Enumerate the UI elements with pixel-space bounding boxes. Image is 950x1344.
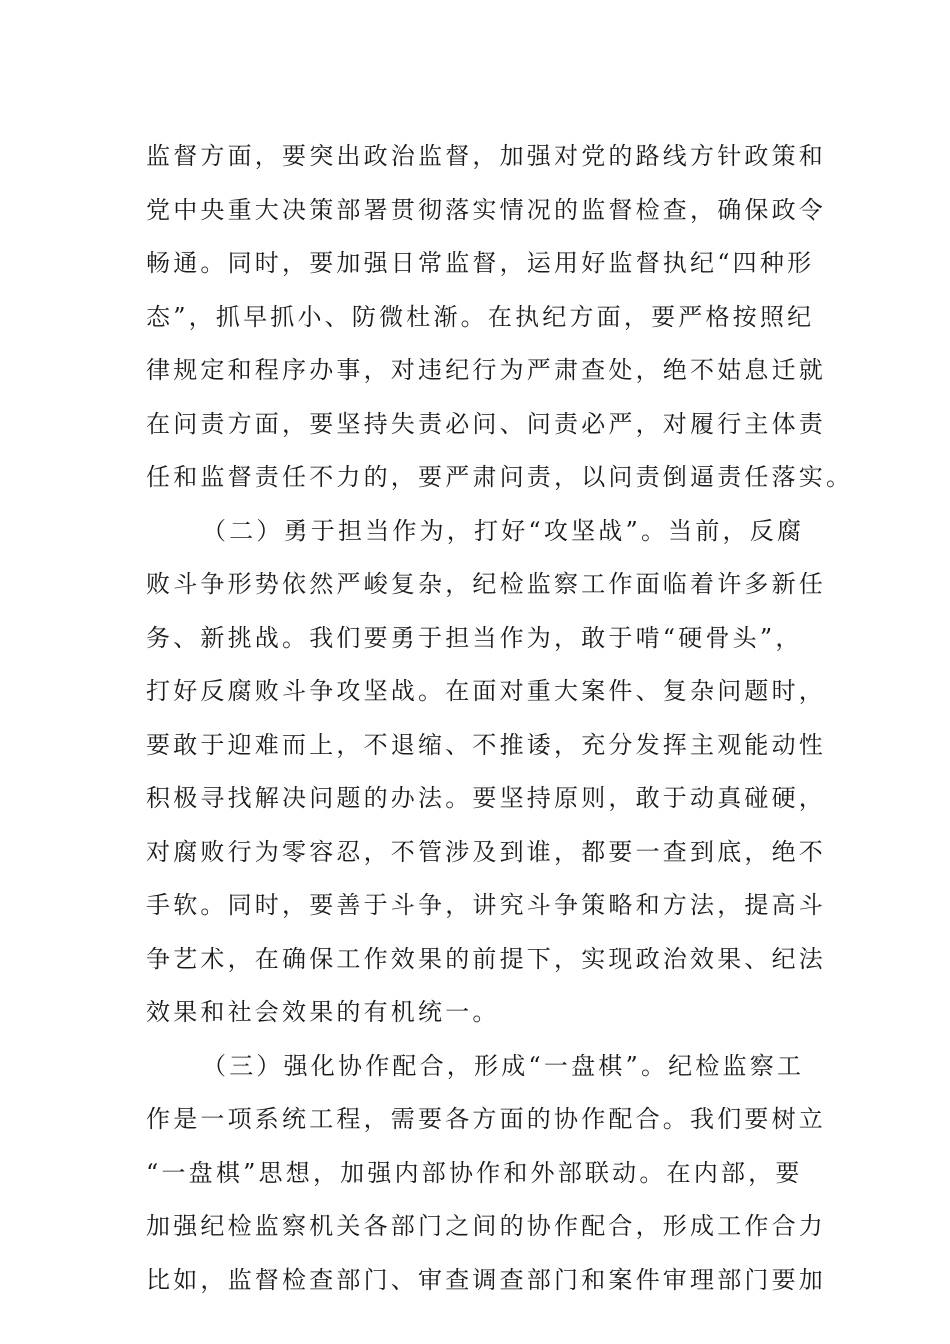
text-line: 要敢于迎难而上，不退缩、不推诿，充分发挥主观能动性 <box>146 730 826 759</box>
text-line: 败斗争形势依然严峻复杂，纪检监察工作面临着许多新任 <box>146 570 826 598</box>
text-line: “一盘棋”思想，加强内部协作和外部联动。在内部，要 <box>146 1158 803 1187</box>
text-line: 加强纪检监察机关各部门之间的协作配合，形成工作合力 <box>146 1212 826 1240</box>
text-line: 比如，监督检查部门、审查调查部门和案件审理部门要加 <box>146 1265 826 1294</box>
text-line: 任和监督责任不力的，要严肃问责，以问责倒逼责任落实。 <box>146 463 854 491</box>
section-heading-line: （二）勇于担当作为，打好“攻坚战”。当前，反腐 <box>202 516 805 545</box>
text-line: 在问责方面，要坚持失责必问、问责必严，对履行主体责 <box>146 409 826 438</box>
text-line: 作是一项系统工程，需要各方面的协作配合。我们要树立 <box>146 1105 826 1133</box>
text-line: 监督方面，要突出政治监督，加强对党的路线方针政策和 <box>146 142 826 170</box>
text-line: 积极寻找解决问题的办法。要坚持原则，敢于动真碰硬， <box>146 784 826 812</box>
text-line: 态”，抓早抓小、防微杜渐。在执纪方面，要严格按照纪 <box>146 302 815 331</box>
text-line: 争艺术，在确保工作效果的前提下，实现政治效果、纪法 <box>146 944 826 973</box>
text-line: 对腐败行为零容忍，不管涉及到谁，都要一查到底，绝不 <box>146 837 826 866</box>
section-heading-line: （三）强化协作配合，形成“一盘棋”。纪检监察工 <box>202 1051 805 1080</box>
body-text <box>146 130 854 1307</box>
text-line: 务、新挑战。我们要勇于担当作为，敢于啃“硬骨头”， <box>146 623 803 652</box>
text-line: 畅通。同时，要加强日常监督，运用好监督执纪“四种形 <box>146 249 815 277</box>
text-line: 效果和社会效果的有机统一。 <box>146 998 500 1026</box>
text-line: 手软。同时，要善于斗争，讲究斗争策略和方法，提高斗 <box>146 891 826 919</box>
text-line: 打好反腐败斗争攻坚战。在面对重大案件、复杂问题时， <box>146 677 826 705</box>
text-line: 党中央重大决策部署贯彻落实情况的监督检查，确保政令 <box>146 195 826 224</box>
text-line: 律规定和程序办事，对违纪行为严肃查处，绝不姑息迁就 <box>146 356 826 384</box>
